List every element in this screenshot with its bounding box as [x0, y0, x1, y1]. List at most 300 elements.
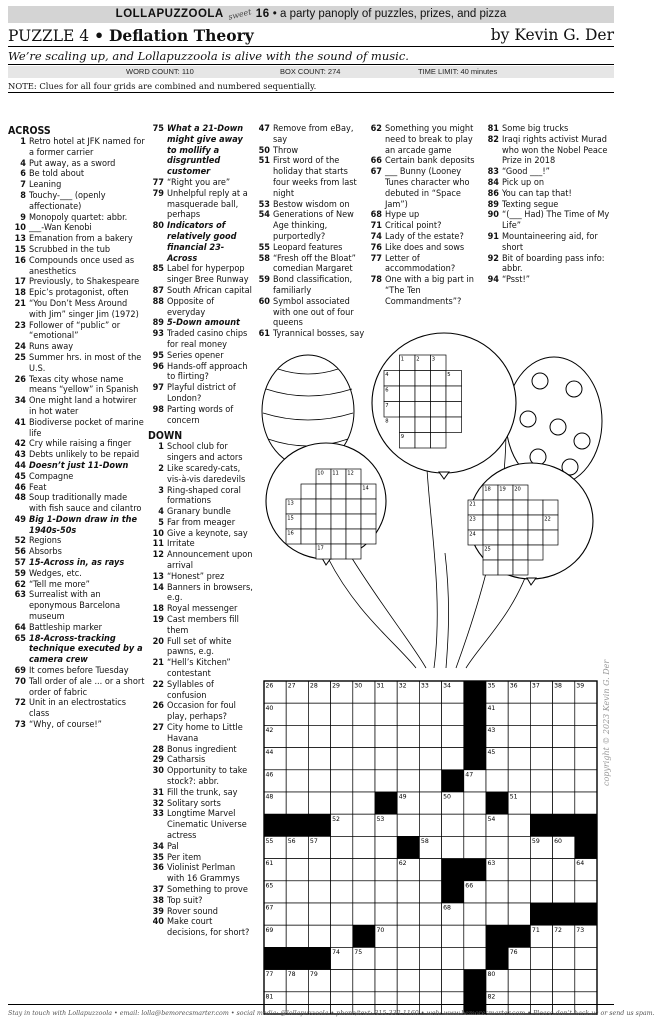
grid-cell [375, 836, 397, 858]
grid-cell [442, 947, 464, 969]
grid-cell [464, 814, 486, 836]
grid-cell [419, 970, 441, 992]
clue-number: 12 [152, 550, 164, 561]
clue-text: Parting words of concern [167, 404, 234, 426]
clue-across-46 [8, 483, 145, 494]
grid-number: 59 [531, 838, 540, 845]
grid-number: 34 [443, 682, 451, 690]
grid-cell [397, 703, 419, 725]
clue-number: 62 [14, 579, 26, 590]
clue-number: 45 [14, 471, 26, 482]
clue-text: Traded casino chips for real money [167, 329, 248, 350]
clue-text: Battleship marker [29, 622, 103, 633]
grid-cell [464, 903, 486, 925]
grid-number: 6 [385, 387, 389, 394]
clue-across-9 [8, 213, 145, 224]
clue-across-1 [8, 137, 145, 159]
clue-number: 84 [487, 177, 499, 188]
grid-number: 31 [376, 682, 385, 690]
grid-cell [528, 515, 543, 530]
clue-number: 2 [158, 463, 164, 474]
balloon-knot [527, 578, 536, 585]
grid-number: 76 [509, 949, 518, 956]
clue-across-96 [148, 362, 253, 384]
clue-number: 77 [370, 253, 382, 264]
clue-down-38 [148, 896, 253, 907]
grid-block [464, 748, 486, 770]
grid-cell [397, 748, 419, 770]
clue-number: 60 [258, 296, 270, 307]
clue-text: Throw [273, 145, 299, 156]
grid-cell [513, 530, 528, 545]
grid-cell [513, 560, 528, 575]
clue-number: 41 [14, 417, 26, 428]
clue-down-4 [148, 507, 253, 518]
grid-cell [331, 792, 353, 814]
grid-cell [331, 544, 346, 559]
grid-block [264, 814, 286, 836]
clue-number: 9 [20, 212, 26, 223]
clue-number: 43 [14, 450, 26, 461]
clue-number: 29 [152, 755, 164, 766]
event-banner [8, 6, 614, 23]
grid-number: 26 [265, 682, 274, 690]
clue-across-23 [8, 321, 145, 343]
clue-across-10 [8, 223, 145, 234]
grid-cell [375, 970, 397, 992]
grid-cell [553, 970, 575, 992]
grid-number: 82 [487, 993, 496, 1001]
clue-down-21 [148, 658, 253, 680]
grid-block [442, 859, 464, 881]
clue-text: Lady of the estate? [385, 231, 464, 242]
clue-down-92 [480, 254, 617, 276]
grid-block [464, 703, 486, 725]
grid-number: 18 [484, 486, 491, 493]
clue-text: Cast members fill them [167, 615, 239, 636]
grid-cell [286, 925, 308, 947]
grid-number: 51 [509, 793, 518, 801]
grid-cell [543, 530, 558, 545]
clue-down-19 [148, 615, 253, 637]
clue-down-29 [148, 755, 253, 766]
grid-cell [308, 859, 330, 881]
clue-text: “You Don’t Mess Around with Jim” singer Jim (1972) [29, 298, 139, 320]
clue-text: Critical point? [385, 221, 442, 232]
banner-tagline: a party panoply of puzzles, prizes, and pizza [280, 8, 507, 20]
grid-number: 79 [309, 971, 318, 979]
grid-cell [316, 499, 331, 514]
clue-number: 44 [14, 460, 26, 471]
clue-number: 37 [152, 884, 164, 895]
clue-down-60 [254, 297, 366, 329]
clue-text: Debts unlikely to be repaid [29, 450, 140, 461]
clue-text: Texas city whose name means “yellow” in Spanish [29, 374, 139, 396]
clue-across-75 [148, 124, 253, 178]
grid-block [464, 681, 486, 703]
grid-number: 81 [265, 993, 274, 1001]
clue-number: 20 [152, 636, 164, 647]
clue-across-8 [8, 191, 145, 213]
grid-cell [508, 770, 530, 792]
clue-text: 15-Across in, as rays [29, 558, 125, 569]
grid-cell [464, 836, 486, 858]
balloon-string [328, 558, 416, 668]
grid-block [375, 792, 397, 814]
clue-down-27 [148, 723, 253, 745]
clue-number: 31 [152, 787, 164, 798]
clue-number: 4 [20, 158, 26, 169]
clue-number: 78 [370, 275, 382, 286]
grid-cell [498, 515, 513, 530]
balloon-string [445, 553, 449, 668]
clue-column-4 [366, 124, 479, 308]
clue-number: 21 [152, 658, 164, 669]
grid-block [553, 903, 575, 925]
grid-cell [508, 859, 530, 881]
clue-number: 47 [258, 124, 270, 134]
clue-down-77 [366, 254, 479, 276]
grid-cell [375, 703, 397, 725]
grid-number: 46 [265, 771, 274, 779]
clue-text: Soup traditionally made with fish sauce and cilantro [29, 493, 142, 515]
clue-text: Remove from eBay, say [273, 124, 354, 145]
clue-number: 8 [20, 190, 26, 201]
clue-across-79 [148, 189, 253, 221]
grid-cell [508, 725, 530, 747]
grid-cell [513, 515, 528, 530]
grid-cell [498, 545, 513, 560]
grid-cell [397, 881, 419, 903]
grid-cell [498, 530, 513, 545]
grid-cell [553, 748, 575, 770]
grid-cell [286, 725, 308, 747]
clue-text: Catharsis [167, 755, 206, 766]
clue-number: 74 [370, 231, 382, 242]
grid-cell [331, 881, 353, 903]
grid-cell [442, 970, 464, 992]
grid-cell [415, 402, 431, 418]
clue-text: Compagne [29, 471, 74, 482]
balloon-string [426, 451, 437, 668]
grid-cell [397, 970, 419, 992]
grid-cell [530, 725, 552, 747]
grid-cell [508, 903, 530, 925]
clue-number: 49 [14, 514, 26, 525]
grid-cell [530, 881, 552, 903]
clue-number: 59 [14, 568, 26, 579]
clue-number: 17 [14, 277, 26, 288]
clue-number: 42 [14, 439, 26, 450]
clue-text: Opposite of everyday [167, 296, 215, 318]
grid-number: 67 [265, 904, 274, 912]
clue-text: Bestow wisdom on [273, 199, 350, 210]
clue-down-76 [366, 243, 479, 254]
grid-number: 28 [309, 682, 318, 690]
clue-down-55 [254, 243, 366, 254]
clue-number: 85 [152, 264, 164, 275]
grid-number: 8 [385, 418, 389, 425]
grid-cell [415, 386, 431, 402]
puzzle-title: Deflation Theory [108, 26, 254, 45]
clue-text: Give a keynote, say [167, 528, 248, 539]
puzzle-title-bar [8, 24, 614, 47]
grid-cell [464, 925, 486, 947]
grid-number: 58 [420, 838, 429, 845]
clue-text: Big 1-Down draw in the 1940s-50s [29, 514, 138, 536]
grid-cell [308, 703, 330, 725]
puzzle-label: PUZZLE 4 [8, 27, 90, 45]
grid-cell [419, 748, 441, 770]
clue-down-67 [366, 167, 479, 210]
clue-text: Like scaredy-cats, vis-à-vis daredevils [167, 463, 246, 485]
clue-number: 52 [14, 536, 26, 547]
grid-block [353, 925, 375, 947]
grid-number: 50 [443, 793, 451, 801]
grid-cell [483, 515, 498, 530]
clue-number: 16 [14, 255, 26, 266]
grid-number: 54 [487, 815, 496, 823]
grid-cell [486, 770, 508, 792]
grid-block [308, 814, 330, 836]
grid-cell [508, 970, 530, 992]
clue-text: One might land a hotwirer in hot water [29, 396, 137, 417]
clue-number: 57 [14, 558, 26, 569]
clue-number: 18 [14, 288, 26, 299]
clue-number: 61 [258, 329, 270, 340]
clue-number: 65 [14, 633, 26, 644]
grid-cell [486, 836, 508, 858]
grid-number: 63 [487, 860, 496, 868]
grid-number: 35 [487, 682, 496, 690]
clue-down-10 [148, 529, 253, 540]
clue-down-5 [148, 518, 253, 529]
grid-number: 17 [317, 545, 324, 552]
clue-across-87 [148, 286, 253, 297]
grid-cell [331, 703, 353, 725]
grid-cell [400, 402, 416, 418]
grid-number: 14 [362, 485, 369, 492]
grid-number: 53 [376, 815, 385, 823]
clue-across-25 [8, 353, 145, 375]
clue-number: 7 [20, 180, 26, 191]
grid-number: 80 [487, 971, 496, 979]
clue-text: Put away, as a sword [29, 158, 116, 169]
main-grid [264, 681, 597, 1014]
clue-text: Playful district of London? [167, 383, 236, 404]
grid-number: 33 [420, 682, 429, 690]
clue-text: Something to prove [167, 884, 248, 895]
grid-cell [286, 903, 308, 925]
grid-block [442, 881, 464, 903]
clue-text: Ring-shaped coral formations [167, 485, 241, 507]
clue-number: 67 [370, 167, 382, 178]
grid-cell [419, 725, 441, 747]
clue-text: Cry while raising a finger [29, 439, 132, 450]
clue-text: Unhelpful reply at a masquerade ball, perhaps [167, 188, 248, 221]
clue-across-80 [148, 221, 253, 264]
grid-cell [286, 748, 308, 770]
clue-down-47 [254, 124, 366, 146]
clue-number: 34 [14, 396, 26, 407]
clue-text: Hype up [385, 210, 420, 221]
grid-cell [331, 836, 353, 858]
clue-number: 4 [158, 507, 164, 518]
grid-cell [301, 529, 316, 544]
clue-text: Banners in browsers, e.g. [167, 582, 253, 604]
clue-number: 95 [152, 350, 164, 361]
clue-across-4 [8, 159, 145, 170]
grid-block [286, 814, 308, 836]
grid-cell [442, 925, 464, 947]
grid-cell [400, 386, 416, 402]
clue-number: 22 [152, 679, 164, 690]
clue-across-89 [148, 318, 253, 329]
clue-number: 26 [14, 374, 26, 385]
clue-text: Letter of accommodation? [385, 253, 456, 275]
puzzle-intro: We’re scaling up, and Lollapuzzoola is alive with the sound of music. [8, 48, 614, 65]
clue-across-93 [148, 329, 253, 351]
clue-number: 24 [14, 342, 26, 353]
grid-cell [415, 371, 431, 387]
clue-down-3 [148, 486, 253, 508]
clue-number: 3 [158, 485, 164, 496]
clue-text: Bit of boarding pass info: abbr. [502, 253, 605, 275]
grid-number: 56 [287, 838, 296, 845]
clue-down-13 [148, 572, 253, 583]
clue-number: 62 [370, 124, 382, 134]
grid-number: 68 [443, 904, 451, 912]
grid-cell [553, 859, 575, 881]
clue-number: 89 [487, 199, 499, 210]
clue-across-44 [8, 461, 145, 472]
grid-cell [353, 770, 375, 792]
clue-down-22 [148, 680, 253, 702]
clue-text: Violinist Perlman with 16 Grammys [167, 863, 240, 885]
clue-text: South African capital [167, 285, 252, 296]
title-bullet: • [94, 26, 105, 45]
clue-number: 28 [152, 744, 164, 755]
grid-cell [331, 748, 353, 770]
grid-cell [375, 725, 397, 747]
clue-text: Make court decisions, for short? [167, 917, 250, 939]
grid-cell [301, 484, 316, 499]
grid-cell [508, 703, 530, 725]
grid-cell [530, 970, 552, 992]
grid-number: 11 [332, 470, 339, 477]
grid-number: 32 [398, 682, 407, 690]
time-limit: TIME LIMIT: 40 minutes [418, 67, 498, 76]
clue-text: Like does and sows [385, 242, 465, 253]
clue-down-58 [254, 254, 366, 276]
clue-across-73 [8, 720, 145, 731]
clue-across-49 [8, 515, 145, 537]
clue-text: Pal [167, 841, 179, 852]
grid-cell [397, 725, 419, 747]
grid-number: 5 [447, 371, 451, 378]
clue-text: Summer hrs. in most of the U.S. [29, 352, 142, 374]
grid-cell [553, 703, 575, 725]
clue-text: First word of the holiday that starts four weeks from last night [273, 156, 357, 199]
clue-across-48 [8, 493, 145, 515]
clue-column-1 [8, 124, 145, 731]
grid-number: 61 [265, 860, 274, 868]
clue-number: 98 [152, 404, 164, 415]
grid-cell [419, 859, 441, 881]
clue-across-7 [8, 180, 145, 191]
grid-number: 9 [400, 433, 405, 440]
grid-number: 13 [287, 500, 294, 507]
clue-down-35 [148, 853, 253, 864]
grid-cell [331, 859, 353, 881]
grid-cell [543, 500, 558, 515]
grid-number: 69 [265, 926, 274, 934]
clue-down-81 [480, 124, 617, 135]
clue-across-17 [8, 277, 145, 288]
clue-text: Monopoly quartet: abbr. [29, 212, 128, 223]
clue-down-14 [148, 583, 253, 605]
grid-cell [553, 792, 575, 814]
clue-text: School club for singers and actors [167, 442, 243, 464]
grid-cell [530, 703, 552, 725]
footer-contact: Stay in touch with Lollapuzzoola • email: lolla@bemorecsmarter.com • social media: @lollapuzzoola • phone/text: 315-332-1160 • web: www.bemoresmarter.com • Please don’t hack us or send us spam. [8, 1004, 614, 1022]
clue-down-11 [148, 539, 253, 550]
clue-text: Compounds once used as anesthetics [29, 255, 135, 277]
grid-cell [375, 770, 397, 792]
grid-block [464, 725, 486, 747]
grid-cell [442, 748, 464, 770]
clue-number: 36 [152, 863, 164, 874]
clue-number: 94 [487, 275, 499, 286]
clue-text: ___ Bunny (Looney Tunes character who debuted in “Space Jam”) [385, 167, 470, 210]
clue-number: 72 [14, 698, 26, 709]
clue-down-83 [480, 167, 617, 178]
grid-cell [419, 925, 441, 947]
grid-cell [483, 500, 498, 515]
clue-number: 1 [20, 137, 26, 147]
grid-cell [498, 560, 513, 575]
grid-cell [353, 725, 375, 747]
clue-number: 23 [14, 320, 26, 331]
grid-number: 52 [332, 815, 340, 823]
clue-text: Be told about [29, 169, 85, 180]
clue-across-24 [8, 342, 145, 353]
grid-number: 78 [287, 971, 296, 979]
grid-cell [464, 792, 486, 814]
grid-block [575, 836, 597, 858]
clue-text: You can tap that! [502, 188, 572, 199]
across-header: ACROSS [8, 125, 51, 137]
clue-number: 39 [152, 906, 164, 917]
clue-number: 90 [487, 210, 499, 221]
clue-across-15 [8, 245, 145, 256]
grid-number: 23 [469, 516, 476, 523]
clue-text: Certain bank deposits [385, 156, 475, 167]
clue-down-39 [148, 907, 253, 918]
grid-cell [431, 417, 447, 433]
clue-number: 59 [258, 275, 270, 286]
clue-text: Surrealist with an eponymous Barcelona museum [29, 590, 121, 623]
grid-cell [353, 836, 375, 858]
grid-cell [375, 903, 397, 925]
clue-text: “Why, of course!” [29, 720, 102, 731]
clue-number: 18 [152, 604, 164, 615]
puzzle-note: NOTE: Clues for all four grids are combined and numbered sequentially. [8, 80, 614, 93]
clue-number: 71 [370, 221, 382, 232]
puzzle-byline: by Kevin G. Der [490, 26, 614, 44]
grid-cell [308, 881, 330, 903]
grid-number: 74 [332, 949, 340, 956]
